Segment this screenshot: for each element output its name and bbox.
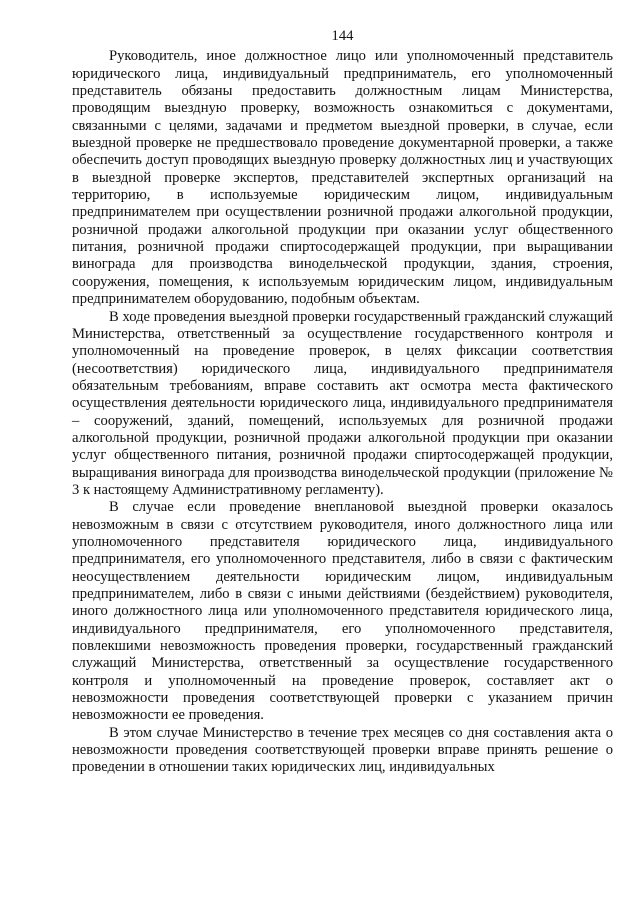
- paragraph-access-obligations: Руководитель, иное должностное лицо или уполномоченный представитель юридического лица, индивидуальный предприниматель, его уполномоченный представитель обязаны предоставить должностным лицам Министерства, проводящим выездную проверку, возможность ознакомиться с документами, связанными с целями, задачами и предметом выездной проверки, в случае, если выездной проверке не предшествовало проведение документарной проверки, а также обеспечить доступ проводящих выездную проверку должностных лиц и участвующих в выездной проверке экспертов, представителей экспертных организаций на территорию, в используемые юридическим лицом, индивидуальным предпринимателем при осуществлении розничной продажи алкогольной продукции, розничной продажи алкогольной продукции при оказании услуг общественного питания, розничной продажи спиртосодержащей продукции, при выращивании винограда для производства винодельческой продукции, здания, строения, сооружения, помещения, к используемым юридическим лицом, индивидуальным предпринимателем оборудованию, подобным объектам.: [72, 48, 613, 308]
- paragraph-impossibility-act: В случае если проведение внеплановой выездной проверки оказалось невозможным в связи с отсутствием руководителя, иного должностного лица или уполномоченного представителя юридического лица, индивидуального предпринимателя, его уполномоченного представителя, либо в связи с фактическим неосуществлением деятельности юридическим лицом, индивидуальным предпринимателем, либо в связи с иными действиями (бездействием) руководителя, иного должностного лица или уполномоченного представителя юридического лица, индивидуального предпринимателя, его уполномоченного представителя, повлекшими невозможность проведения проверки, государственный гражданский служащий Министерства, ответственный за осуществление государственного контроля и уполномоченный на проведение проверок, составляет акт о невозможности проведения соответствующей проверки с указанием причин невозможности ее проведения.: [72, 499, 613, 724]
- paragraph-inspection-act: В ходе проведения выездной проверки государственный гражданский служащий Министерства, ответственный за осуществление государственного контроля и уполномоченный на проведение проверок, в целях фиксации соответствия (несоответствия) юридического лица, индивидуального предпринимателя обязательным требованиям, вправе составить акт осмотра места фактического осуществления деятельности юридического лица, индивидуального предпринимателя – сооружений, зданий, помещений, используемых для розничной продажи алкогольной продукции, розничной продажи алкогольной продукции при оказании услуг общественного питания, розничной продажи спиртосодержащей продукции, выращивания винограда для производства винодельческой продукции (приложение № 3 к настоящему Административному регламенту).: [72, 308, 613, 498]
- page-number: 144: [331, 28, 354, 44]
- paragraph-follow-up-decision: В этом случае Министерство в течение трех месяцев со дня составления акта о невозможности проведения соответствующей проверки вправе принять решение о проведении в отношении таких юридических лиц, индивидуальных: [72, 724, 613, 776]
- document-page: [72, 28, 613, 777]
